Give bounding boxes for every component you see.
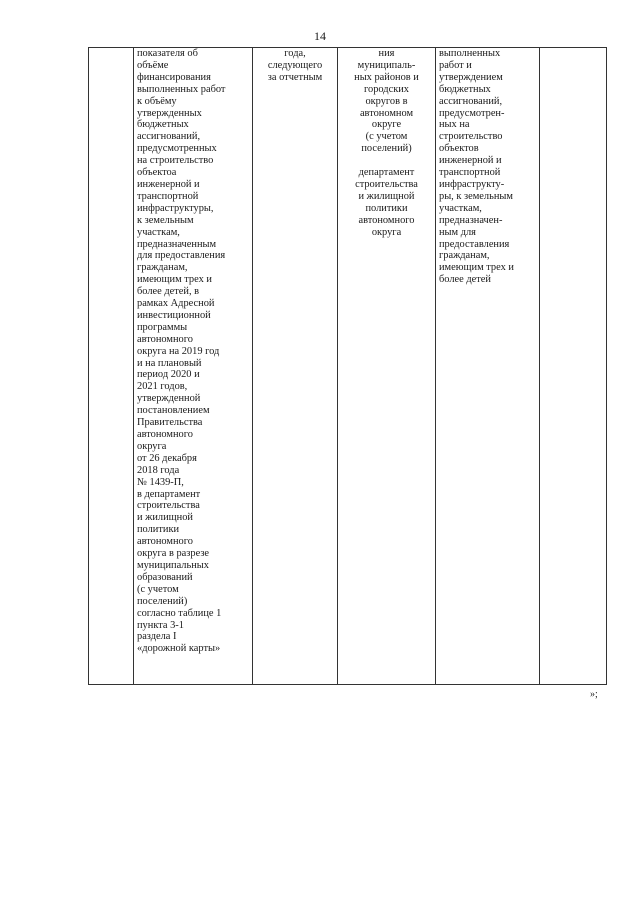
table-cell-responsible: ния муниципаль- ных районов и городских округов в автономном округе (с учетом поселений) департамент строительства и жилищной политики автономного округа bbox=[338, 48, 436, 685]
table-cell-extra bbox=[540, 48, 607, 685]
table-cell-result: выполненных работ и утверждением бюджетных ассигнований, предусмотрен- ных на строительство объектов инженерной и транспортной инфраструкту- ры, к земельным участкам, предназначен- ным для предоставления гражданам, имеющим трех и более детей bbox=[436, 48, 540, 685]
closing-quote: »; bbox=[590, 689, 598, 700]
table-row bbox=[89, 48, 607, 685]
table-cell-deadline: года, следующего за отчетным bbox=[253, 48, 338, 685]
document-table bbox=[88, 47, 607, 685]
page-number: 14 bbox=[314, 29, 326, 43]
table-cell-indicator: показателя об объёме финансирования выполненных работ к объёму утвержденных бюджетных ассигнований, предусмотренных на строительство объектоа инженерной и транспортной инфраструктуры, к земельным участкам, предназначенным для предоставления гражданам, имеющим трех и более детей, в рамках Адресной инвестиционной программы автономного округа на 2019 год и на плановый период 2020 и 2021 годов, утвержденной постановлением Правительства автономного округа от 26 декабря 2018 года № 1439-П, в департамент строительства и жилищной политики автономного округа в разрезе муниципальных образований (с учетом поселений) согласно таблице 1 пункта 3-1 раздела I «дорожной карты» bbox=[134, 48, 253, 685]
table-cell-index bbox=[89, 48, 134, 685]
